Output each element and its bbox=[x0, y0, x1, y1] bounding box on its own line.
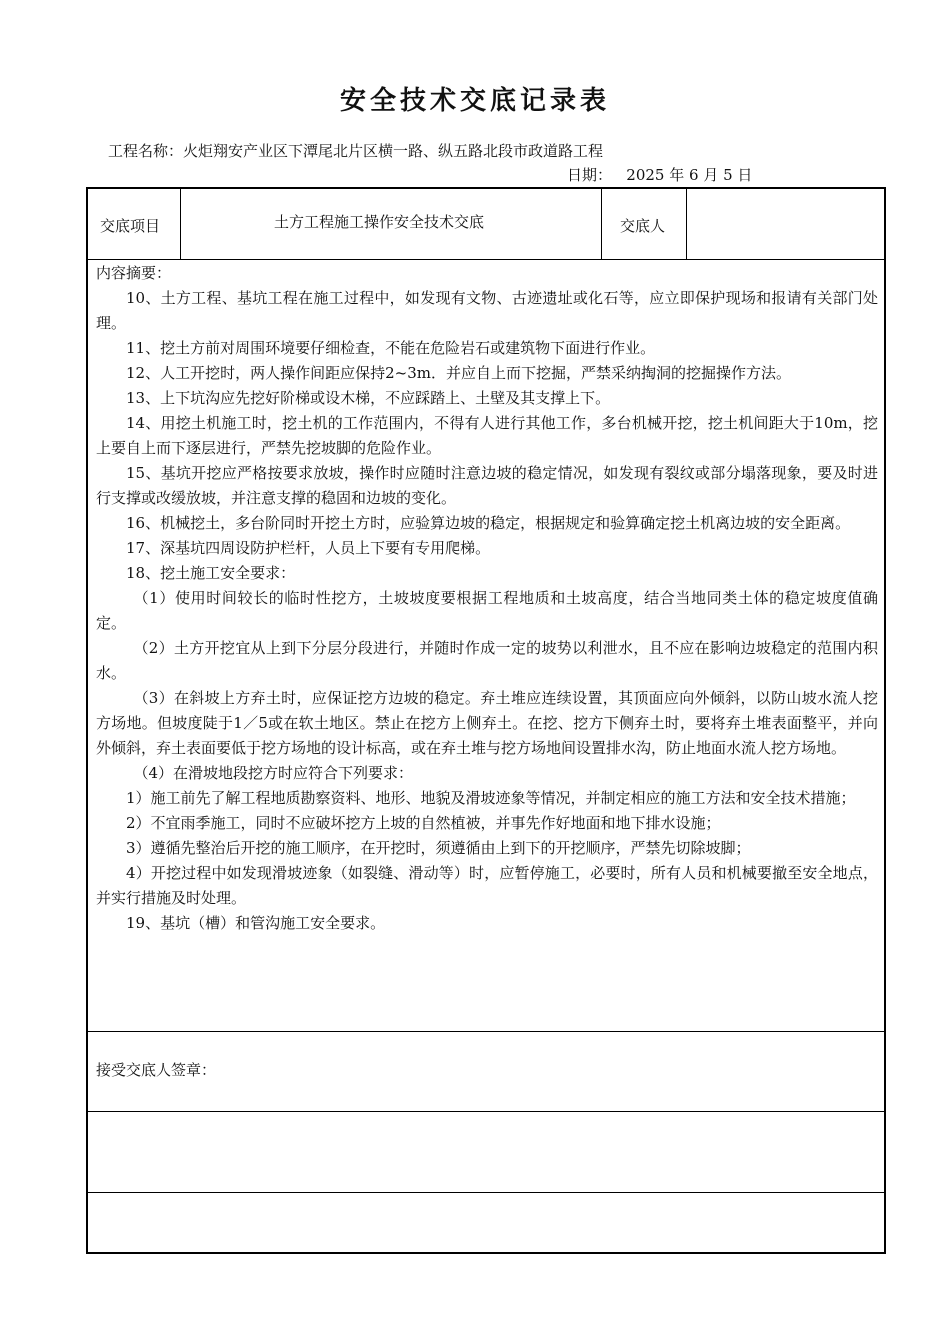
content-paragraph: 13、上下坑沟应先挖好阶梯或设木梯，不应踩踏上、土壁及其支撑上下。 bbox=[126, 389, 611, 407]
divider bbox=[601, 189, 602, 259]
content-paragraph: 15、基坑开挖应严格按要求放坡，操作时应随时注意边坡的稳定情况，如发现有裂纹或部分塌落现象，要及时进行支撑或改缓放坡，并注意支撑的稳固和边坡的变化。 bbox=[96, 464, 878, 507]
content-sub-sub-item: 2）不宜雨季施工，同时不应破坏挖方上坡的自然植被，并事先作好地面和地下排水设施； bbox=[126, 814, 721, 832]
divider bbox=[686, 189, 687, 259]
content-sub-sub-item: 1）施工前先了解工程地质勘察资料、地形、地貌及滑坡迹象等情况，并制定相应的施工方法和安全技术措施； bbox=[126, 789, 856, 807]
item-label: 交底项目 bbox=[100, 217, 161, 235]
content-sub-sub-item: 3）遵循先整治后开挖的施工顺序，在开挖时，须遵循由上到下的开挖顺序，严禁先切除坡脚； bbox=[126, 839, 751, 857]
presenter-label: 交底人 bbox=[620, 217, 666, 235]
content-paragraph: 19、基坑（槽）和管沟施工安全要求。 bbox=[126, 914, 386, 932]
record-form bbox=[86, 187, 886, 1254]
item-value: 土方工程施工操作安全技术交底 bbox=[274, 213, 485, 231]
content-paragraph: 17、深基坑四周设防护栏杆，人员上下要有专用爬梯。 bbox=[126, 539, 491, 557]
project-name: 工程名称：火炬翔安产业区下潭尾北片区横一路、纵五路北段市政道路工程 bbox=[108, 142, 604, 160]
content-sub-sub-item: 4）开挖过程中如发现滑坡迹象（如裂缝、滑动等）时，应暂停施工，必要时，所有人员和机械要撤至安全地点，并实行措施及时处理。 bbox=[96, 864, 878, 907]
divider bbox=[88, 1192, 884, 1193]
divider bbox=[88, 1031, 884, 1032]
receiver-signature-label: 接受交底人签章： bbox=[96, 1061, 217, 1079]
content-sub-item: （2）土方开挖宜从上到下分层分段进行，并随时作成一定的坡势以利泄水，且不应在影响边坡稳定的范围内积水。 bbox=[96, 639, 878, 682]
content-sub-item: （3）在斜坡上方弃土时，应保证挖方边坡的稳定。弃土堆应连续设置，其顶面应向外倾斜，以防山坡水流人挖方场地。但坡度陡于1／5或在软土地区。禁止在挖方上侧弃土。在挖、挖方下侧弃土时，要将弃土堆表面整平，并向外倾斜，弃土表面要低于挖方场地的设计标高，或在弃土堆与挖方场地间设置排水沟，防止地面水流人挖方场地。 bbox=[96, 689, 878, 757]
content-paragraph: 11、挖土方前对周围环境要仔细检查，不能在危险岩石或建筑物下面进行作业。 bbox=[126, 339, 656, 357]
date-line: 日期： 2025 年 6 月 5 日 bbox=[567, 166, 753, 184]
content-sub-item: （1）使用时间较长的临时性挖方，土坡坡度要根据工程地质和土坡高度，结合当地同类土体的稳定坡度值确定。 bbox=[96, 589, 878, 632]
content-paragraph: 10、土方工程、基坑工程在施工过程中，如发现有文物、古迹遗址或化石等，应立即保护现场和报请有关部门处理。 bbox=[96, 289, 878, 332]
content-heading: 内容摘要： bbox=[96, 264, 172, 282]
content-paragraph: 16、机械挖土，多台阶同时开挖土方时，应验算边坡的稳定，根据规定和验算确定挖土机离边坡的安全距离。 bbox=[126, 514, 851, 532]
content-sub-item: （4）在滑坡地段挖方时应符合下列要求： bbox=[133, 764, 414, 782]
divider bbox=[88, 259, 884, 260]
page-title: 安全技术交底记录表 bbox=[339, 86, 610, 116]
content-summary bbox=[96, 261, 878, 936]
content-paragraph: 18、挖土施工安全要求： bbox=[126, 564, 296, 582]
divider bbox=[180, 189, 181, 259]
divider bbox=[88, 1111, 884, 1112]
content-paragraph: 12、人工开挖时，两人操作间距应保持2~3m．并应自上而下挖掘，严禁采纳掏洞的挖掘操作方法。 bbox=[126, 364, 791, 382]
content-paragraph: 14、用挖土机施工时，挖土机的工作范围内，不得有人进行其他工作，多台机械开挖，挖土机间距大于10m，挖上要自上而下逐层进行，严禁先挖坡脚的危险作业。 bbox=[96, 414, 878, 457]
